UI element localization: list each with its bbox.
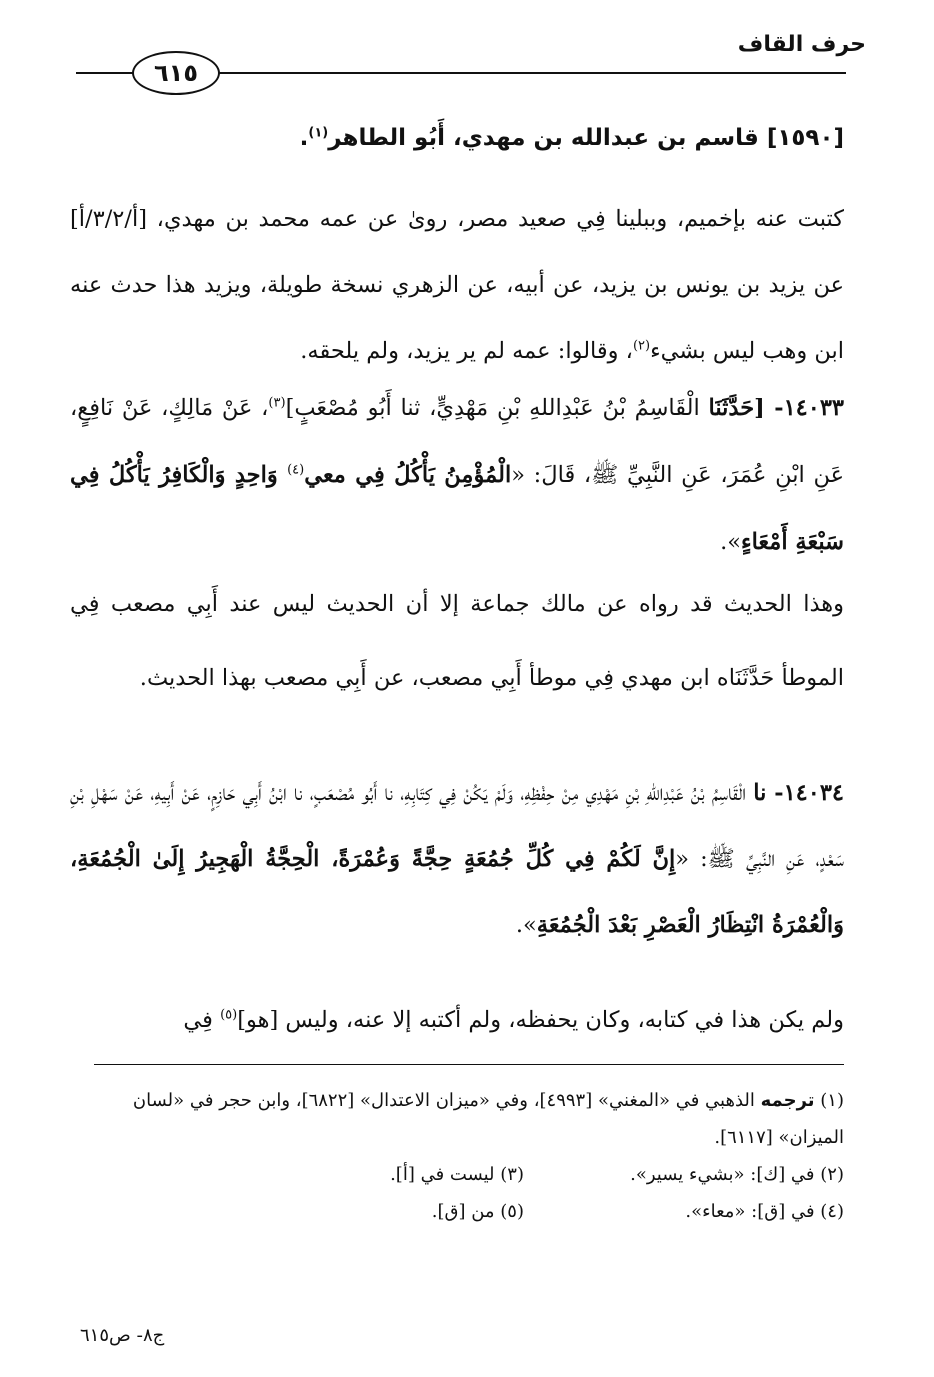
footnote-separator [94,1064,844,1065]
hadith-matn: الْمُؤْمِنُ يَأْكُلُ فِي معي [304,462,512,488]
footnote-1: (١) ترجمه الذهبي في «المغني» [٤٩٩٣]، وفي «ميزان الاعتدال» [٦٨٢٢]، وابن حجر في «لسان الميزان» [٦١١٧]. [132,1090,844,1148]
footnote-ref: (٥) [220,1007,238,1023]
footnote-2: (٢) في [ك]: «بشيء يسير». [630,1164,844,1185]
hadith-number: ١٤٠٣٤- [766,780,845,806]
hadith-entry: ١٤٠٣٣- [حَدَّثَنَا الْقَاسِمُ بْنُ عَبْدِاللهِ بْنِ مَهْدِيٍّ، ثنا أَبُو مُصْعَبٍ]$^{(٣)}$، عَنْ مَالِكٍ، عَنْ نَافِعٍ، عَنِ ابْنِ عُمَرَ، عَنِ النَّبِيِّ ﷺ، قَالَ: «الْمُؤْمِنُ يَأْكُلُ فِي معي$^{(٤)}$ وَاحِدٍ وَالْكَافِرُ يَأْكُلُ فِي سَبْعَةِ أَمْعَاءٍ». [70,395,844,555]
paragraph: ولم يكن هذا في كتابه، وكان يحفظه، ولم أكتبه إلا عنه، وليس [هو]$^{(٥)}$ فِي [183,1007,844,1033]
paragraph: كتبت عنه بإخميم، وببلينا فِي صعيد مصر، روىٰ عن عمه محمد بن مهدي، [أ/٣/٢/أ] عن يزيد بن يونس بن يزيد، عن أبيه، عن الزهري نسخة طويلة، ويزيد هذا حدث عنه ابن وهب ليس بشيء$^{(٢)}$، وقالوا: عمه لم ير يزيد، ولم يلحقه. [70,206,844,364]
footnote-ref: (٣) [268,395,286,411]
hadith-matn: إِنَّ لَكُمْ فِي كُلِّ جُمُعَةٍ حِجَّةً وَعُمْرَةً، الْحِجَّةُ الْهَجِيرُ إِلَىٰ الْجُمُعَةِ، وَالْعُمْرَةُ انْتِظَارُ الْعَصْرِ بَعْدَ الْجُمُعَةِ [70,846,844,938]
paragraph: وهذا الحديث قد رواه عن مالك جماعة إلا أن الحديث ليس عند أَبِي مصعب فِي الموطأ حَدَّثَنَاه ابن مهدي فِي موطأ أَبِي مصعب، عن أَبِي مصعب بهذا الحديث. [70,591,844,691]
entry-heading-text: [١٥٩٠] قاسم بن عبدالله بن مهدي، أَبُو الطاهر [328,125,844,151]
footnote-4: (٤) في [ق]: «معاء». [685,1201,844,1222]
footnotes [70,1082,844,1230]
footnote-ref: (٤) [287,462,305,478]
footnote-ref: (١) [308,125,329,141]
entry-heading: [١٥٩٠] قاسم بن عبدالله بن مهدي، أَبُو الطاهر$^{(١)}$. [299,125,844,151]
chapter-header: حرف القاف [737,32,866,57]
page-number-badge: ٦١٥ [132,51,220,95]
footnote-3: (٣) ليست في [أ]. [390,1164,524,1185]
footnote-ref: (٢) [632,338,651,354]
hadith-entry: ١٤٠٣٤- نا الْقَاسِمُ بْنُ عَبْدِاللهِ بْنِ مَهْدِي مِنْ حِفْظِهِ، وَلَمْ يَكُنْ فِي كِتَابِهِ، نا أَبُو مُصْعَبٍ، نا ابْنُ أَبِي حَازِمٍ، عَنْ أَبِيهِ، عَنْ سَهْلِ بْنِ سَعْدٍ، عَنِ النَّبِيِّ ﷺ: «إِنَّ لَكُمْ فِي كُلِّ جُمُعَةٍ حِجَّةً وَعُمْرَةً، الْحِجَّةُ الْهَجِيرُ إِلَىٰ الْجُمُعَةِ، وَالْعُمْرَةُ انْتِظَارُ الْعَصْرِ بَعْدَ الْجُمُعَةِ». [70,780,845,938]
volume-page-reference: ج٨- ص٦١٥ [80,1325,165,1346]
footnote-5: (٥) من [ق]. [431,1201,524,1222]
hadith-number: ١٤٠٣٣- [764,395,844,421]
